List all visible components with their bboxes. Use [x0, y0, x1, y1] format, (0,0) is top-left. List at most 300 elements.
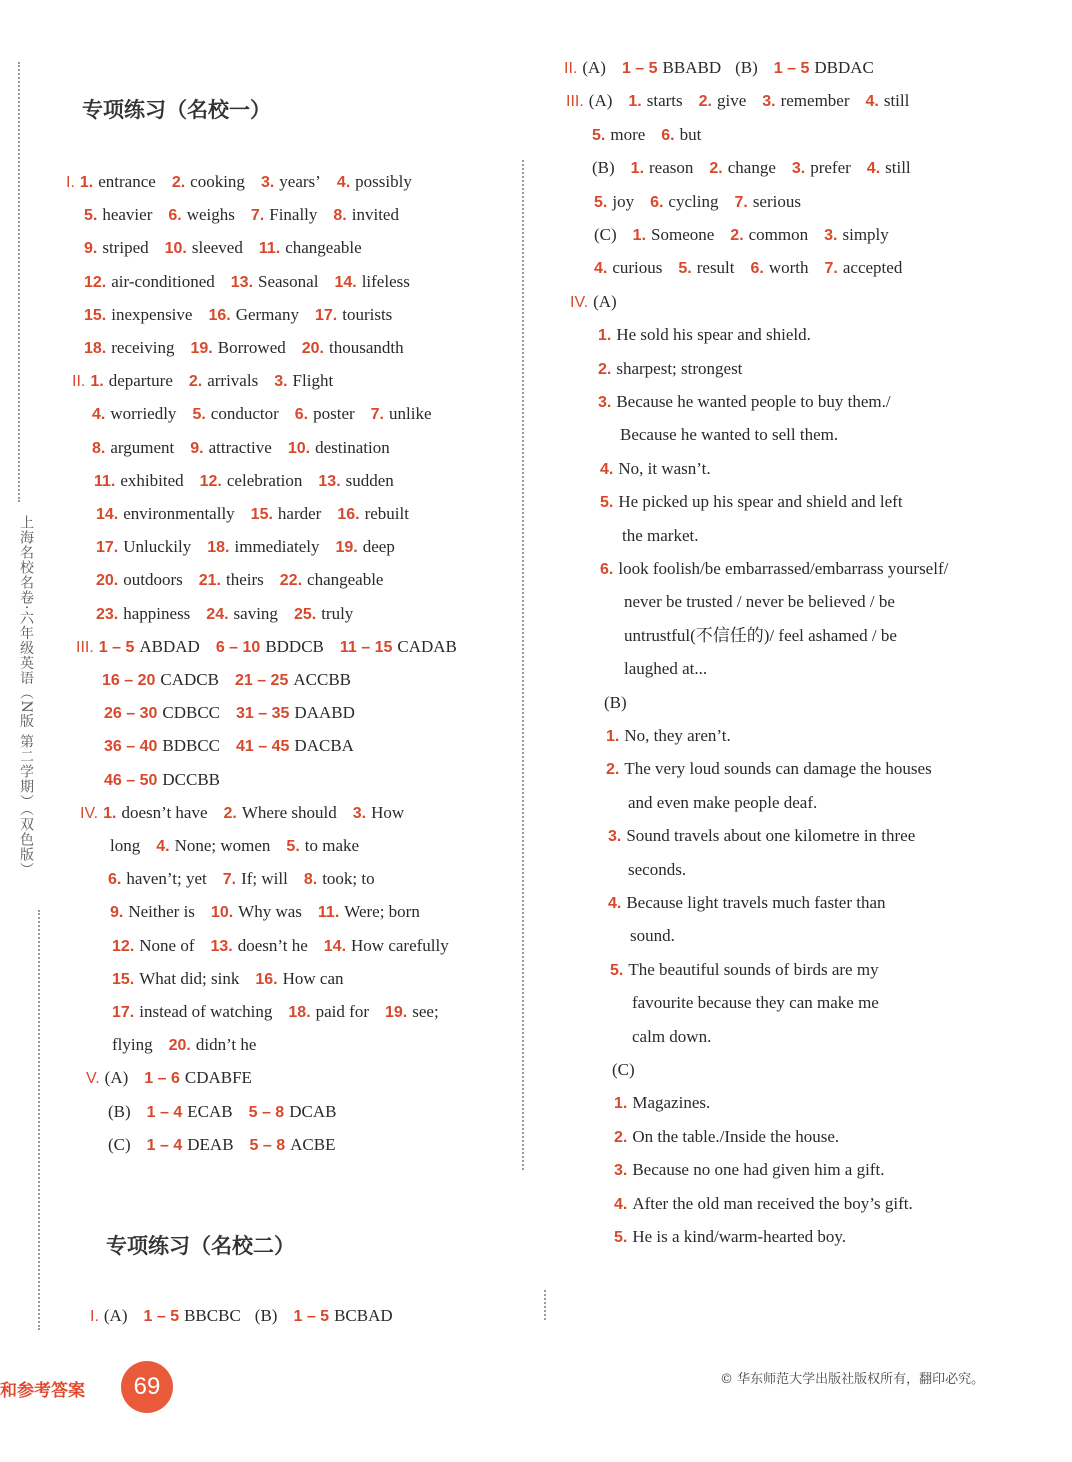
- answer-text: After the old man received the boy’s gift.: [632, 1193, 913, 1213]
- right-answer-line: [598, 392, 891, 413]
- left-margin-dots-lower: [38, 910, 40, 1330]
- answer-text: haven’t; yet: [126, 869, 207, 889]
- item-number: 11.: [317, 904, 340, 922]
- answer-text: truly: [321, 603, 354, 623]
- item-number: 6.: [108, 871, 122, 889]
- answer-text: outdoors: [123, 570, 183, 590]
- answer-text: Where should: [241, 802, 337, 822]
- right-answer-line: [600, 559, 948, 580]
- answer-text: CDABFE: [184, 1068, 252, 1088]
- item-number: 15.: [250, 506, 273, 523]
- answer-text: Because no one had given him a gift.: [632, 1160, 885, 1180]
- answer-text: prefer: [810, 158, 851, 178]
- item-number: 1 – 4: [146, 1136, 183, 1154]
- left-answer-line: [96, 570, 383, 591]
- section-numeral: V.: [86, 1070, 100, 1088]
- item-number: 46 – 50: [104, 771, 158, 789]
- item-number: 4.: [594, 260, 608, 278]
- right-answer-line: [600, 459, 711, 480]
- answer-text: If; will: [241, 869, 288, 889]
- answer-text: never be trusted / never be believed / be: [624, 592, 895, 612]
- right-answer-line: [598, 325, 811, 346]
- answer-text: flying: [112, 1035, 153, 1055]
- item-number: 18.: [84, 340, 107, 357]
- answer-text: (A): [582, 58, 606, 77]
- answer-text: joy: [612, 191, 635, 211]
- answer-text: changeable: [307, 570, 384, 590]
- left-answer-line: [76, 637, 457, 658]
- right-answer-line: [570, 292, 617, 313]
- right-answer-line: [624, 659, 707, 679]
- section-title-school-1: 专项练习（名校一）: [82, 98, 271, 122]
- answer-text: (C): [108, 1134, 131, 1154]
- item-number: 41 – 45: [236, 738, 290, 756]
- item-number: 18.: [207, 539, 230, 557]
- answer-text: invited: [351, 205, 399, 225]
- left-answer-line: [112, 1035, 256, 1056]
- item-number: 15.: [112, 970, 135, 988]
- item-number: 8.: [92, 439, 106, 457]
- item-number: 31 – 35: [236, 705, 290, 723]
- left-answer-line: [84, 205, 399, 226]
- right-answer-line: [592, 125, 701, 146]
- item-number: 24.: [206, 605, 229, 623]
- item-number: 20.: [301, 340, 324, 357]
- item-number: 14.: [334, 273, 357, 291]
- left-answer-line: [72, 371, 333, 392]
- right-answer-line: [608, 893, 886, 914]
- item-number: 3.: [598, 394, 612, 411]
- answer-text: (B): [735, 58, 758, 77]
- answer-text: didn’t he: [195, 1035, 257, 1055]
- answer-text: immediately: [234, 537, 320, 557]
- item-number: 9.: [190, 439, 204, 457]
- item-number: 5.: [84, 207, 98, 225]
- item-number: 13.: [210, 937, 233, 955]
- item-number: 12.: [84, 273, 107, 291]
- right-answer-line: [614, 1093, 710, 1114]
- answer-text: destination: [315, 437, 390, 457]
- answer-text: paid for: [315, 1002, 369, 1021]
- answer-text: inexpensive: [111, 304, 193, 324]
- answer-text: result: [696, 258, 735, 278]
- left-answer-line: [104, 736, 354, 757]
- item-number: 6.: [661, 126, 675, 144]
- right-answer-line: [592, 158, 911, 179]
- item-number: 7.: [222, 871, 237, 889]
- right-answer-line: [632, 1027, 711, 1047]
- answer-text: heavier: [102, 205, 153, 225]
- answer-text: years’: [279, 172, 321, 191]
- right-answer-line: [566, 91, 909, 112]
- left-answer-line: [84, 272, 410, 293]
- answer-text: ACBE: [290, 1134, 336, 1154]
- item-number: 1.: [90, 373, 104, 391]
- answer-text: No, they aren’t.: [624, 726, 731, 745]
- left-answer-line: [112, 936, 449, 957]
- right-answer-line: [614, 1160, 884, 1181]
- item-number: 2.: [730, 227, 744, 244]
- answer-text: sudden: [345, 470, 394, 490]
- item-number: 1.: [606, 728, 620, 745]
- answer-text: lifeless: [361, 271, 410, 291]
- answer-text: still: [883, 91, 910, 111]
- right-answer-line: [594, 192, 801, 213]
- left-answer-line: [84, 238, 362, 259]
- item-number: 7.: [250, 207, 265, 225]
- right-answer-line: [604, 693, 627, 713]
- item-number: 21.: [198, 572, 221, 590]
- item-number: 7.: [734, 193, 748, 211]
- left-answer-line: [104, 703, 355, 724]
- answer-text: harder: [277, 504, 322, 523]
- item-number: 10.: [210, 904, 234, 922]
- item-number: 4.: [92, 406, 106, 424]
- item-number: 21 – 25: [234, 672, 289, 689]
- item-number: 4.: [866, 160, 881, 178]
- answer-text: long: [110, 836, 141, 855]
- item-number: 4.: [156, 838, 170, 855]
- answer-text: receiving: [111, 338, 175, 357]
- answer-text: celebration: [226, 470, 303, 490]
- left-answer-line: [96, 604, 353, 625]
- answer-text: cycling: [668, 191, 719, 211]
- answer-text: doesn’t have: [121, 802, 208, 822]
- item-number: 5.: [678, 260, 692, 278]
- answer-text: DEAB: [187, 1134, 234, 1154]
- answer-text: (C): [612, 1060, 635, 1079]
- answer-text: ABDAD: [139, 636, 200, 656]
- answer-text: DAABD: [294, 703, 355, 723]
- side-series-title: 上海名校名卷·六年级英语（N版 第二学期）（双色版）: [18, 515, 34, 878]
- answer-text: worriedly: [110, 404, 177, 424]
- item-number: 23.: [96, 605, 119, 623]
- item-number: 2.: [188, 373, 203, 391]
- item-number: 1.: [614, 1095, 628, 1113]
- item-number: 1.: [632, 227, 647, 244]
- answer-text: possibly: [355, 172, 412, 191]
- answer-text: ECAB: [187, 1101, 233, 1121]
- item-number: 3.: [352, 804, 367, 822]
- item-number: 11 – 15: [339, 638, 393, 656]
- item-number: 16.: [208, 306, 231, 324]
- right-answer-line: [594, 225, 889, 246]
- answer-text: poster: [313, 404, 355, 424]
- answer-text: tourists: [342, 304, 393, 324]
- item-number: 16.: [337, 506, 360, 523]
- answer-text: favourite because they can make me: [632, 993, 879, 1013]
- answer-text: (A): [103, 1306, 128, 1325]
- answer-text: calm down.: [632, 1026, 712, 1046]
- item-number: 1 – 5: [621, 60, 658, 77]
- answer-text: (B): [254, 1306, 278, 1325]
- answer-text: happiness: [123, 603, 191, 623]
- answer-text: exhibited: [120, 470, 184, 490]
- answer-text: starts: [646, 91, 683, 111]
- answer-text: serious: [752, 191, 801, 211]
- left-answer-line: [110, 836, 359, 857]
- item-number: 1 – 4: [146, 1103, 183, 1121]
- left-answer-line: [92, 438, 390, 459]
- answer-text: change: [727, 158, 776, 178]
- left-answer-line: [108, 869, 375, 890]
- item-number: 19.: [335, 539, 358, 557]
- right-answer-line: [608, 826, 915, 847]
- answer-text: CDBCC: [162, 703, 221, 723]
- item-number: 26 – 30: [104, 705, 158, 723]
- answer-text: How carefully: [351, 935, 449, 955]
- answer-text: weighs: [186, 205, 235, 225]
- item-number: 5.: [592, 126, 606, 144]
- answer-text: On the table./Inside the house.: [632, 1126, 840, 1146]
- item-number: 5.: [614, 1229, 628, 1246]
- answer-text: Neither is: [128, 902, 195, 922]
- answer-text: Someone: [651, 225, 715, 244]
- answer-text: sound.: [630, 926, 675, 946]
- item-number: 1 – 5: [143, 1308, 180, 1325]
- left-answer-line: [110, 902, 420, 923]
- item-number: 5.: [192, 406, 206, 424]
- left-answer-line: [84, 338, 404, 359]
- right-answer-line: [630, 926, 675, 946]
- item-number: 2.: [598, 360, 612, 378]
- right-answer-line: [628, 860, 686, 880]
- item-number: 6.: [750, 260, 764, 278]
- item-number: 3.: [762, 93, 776, 111]
- answer-text: to make: [304, 836, 360, 855]
- answer-text: BDDCB: [265, 636, 324, 656]
- item-number: 2.: [171, 174, 186, 191]
- left-answer-line: [66, 172, 412, 193]
- answer-text: (A): [104, 1068, 129, 1088]
- answer-text: took; to: [322, 869, 375, 889]
- answer-text: common: [748, 225, 809, 244]
- right-answer-line: [612, 1060, 635, 1080]
- left-answer-line: [104, 770, 220, 791]
- item-number: 20.: [96, 572, 119, 590]
- left-bottom-answer-line: [90, 1306, 393, 1327]
- answer-text: None of: [139, 935, 195, 955]
- answer-text: deep: [362, 537, 395, 557]
- answer-text: DCCBB: [162, 769, 221, 789]
- item-number: 1.: [79, 174, 94, 191]
- item-number: 14.: [323, 937, 347, 955]
- answer-text: remember: [780, 91, 850, 111]
- answer-text: Finally: [269, 205, 318, 225]
- left-answer-line: [108, 1135, 335, 1156]
- answer-text: What did; sink: [139, 968, 240, 988]
- right-answer-line: [606, 759, 932, 780]
- section-title-school-2: 专项练习（名校二）: [106, 1234, 295, 1258]
- answer-text: arrivals: [207, 371, 259, 391]
- item-number: 36 – 40: [104, 738, 158, 756]
- item-number: 9.: [84, 240, 98, 258]
- right-answer-line: [614, 1227, 846, 1248]
- answer-text: seconds.: [628, 859, 687, 879]
- answer-text: entrance: [98, 172, 156, 191]
- right-answer-line: [628, 793, 817, 813]
- item-number: 22.: [279, 572, 303, 590]
- right-answer-line: [606, 726, 731, 747]
- answer-text: changeable: [285, 238, 362, 258]
- answer-text: Sound travels about one kilometre in three: [626, 826, 916, 846]
- answer-text: Unluckily: [123, 537, 192, 557]
- right-answer-line: [620, 425, 838, 445]
- answer-text: sleeved: [191, 238, 243, 258]
- item-number: 18.: [288, 1004, 311, 1021]
- answer-text: He picked up his spear and shield and left: [618, 492, 903, 512]
- answer-text: laughed at...: [624, 659, 708, 679]
- answer-text: untrustful(不信任的)/ feel ashamed / be: [624, 625, 897, 645]
- answer-text: attractive: [208, 437, 272, 457]
- column-divider-bottom: [544, 1290, 546, 1320]
- item-number: 2.: [223, 804, 237, 822]
- answer-text: argument: [110, 437, 175, 457]
- answer-text: None; women: [174, 836, 271, 855]
- item-number: 8.: [303, 871, 318, 889]
- item-number: 15.: [84, 306, 107, 324]
- answer-text: CADAB: [397, 636, 457, 656]
- item-number: 2.: [709, 160, 723, 178]
- item-number: 1 – 6: [144, 1070, 180, 1088]
- right-answer-line: [598, 359, 742, 380]
- left-answer-line: [112, 969, 344, 990]
- answer-text: unlike: [389, 404, 432, 424]
- answer-text: Seasonal: [258, 271, 319, 291]
- item-number: 8.: [333, 207, 347, 225]
- right-answer-line: [622, 526, 698, 546]
- item-number: 14.: [96, 506, 119, 523]
- item-number: 25.: [293, 605, 317, 623]
- section-numeral: III.: [566, 93, 584, 111]
- section-numeral: IV.: [80, 804, 99, 822]
- answer-text: He is a kind/warm-hearted boy.: [632, 1227, 847, 1246]
- item-number: 2.: [606, 761, 620, 779]
- answer-text: see;: [412, 1002, 439, 1021]
- section-numeral: II.: [564, 60, 578, 77]
- answer-text: Because light travels much faster than: [626, 893, 886, 912]
- item-number: 2.: [698, 93, 712, 111]
- item-number: 20.: [168, 1037, 191, 1055]
- item-number: 17.: [112, 1004, 135, 1021]
- item-number: 16.: [255, 970, 278, 988]
- copyright-notice: © 华东师范大学出版社版权所有，翻印必究。: [720, 1372, 985, 1387]
- answer-text: more: [610, 124, 646, 144]
- answer-text: Because he wanted to sell them.: [620, 425, 839, 445]
- item-number: 19.: [190, 340, 213, 357]
- item-number: 3.: [614, 1162, 628, 1180]
- right-answer-line: [610, 960, 879, 981]
- answer-text: (C): [594, 225, 617, 244]
- item-number: 6.: [294, 406, 309, 424]
- item-number: 1 – 5: [293, 1308, 330, 1325]
- item-number: 10.: [287, 439, 311, 457]
- item-number: 5 – 8: [248, 1103, 285, 1121]
- item-number: 7.: [824, 260, 838, 278]
- item-number: 13.: [318, 472, 341, 490]
- section-numeral: II.: [72, 373, 86, 391]
- answer-text: DCAB: [289, 1101, 337, 1121]
- item-number: 6 – 10: [215, 638, 261, 656]
- item-number: 1.: [628, 93, 642, 111]
- left-answer-line: [96, 537, 395, 558]
- answer-text: thousandth: [328, 338, 404, 357]
- item-number: 1 – 5: [98, 638, 135, 656]
- answer-text: the market.: [622, 525, 699, 545]
- item-number: 5.: [286, 838, 300, 855]
- answer-text: look foolish/be embarrassed/embarrass yourself/: [618, 559, 949, 578]
- answer-text: BBABD: [662, 58, 722, 77]
- answer-text: theirs: [226, 570, 264, 590]
- item-number: 11.: [94, 472, 116, 490]
- left-answer-line: [102, 670, 351, 691]
- item-number: 4.: [336, 174, 351, 191]
- answer-text: accepted: [842, 258, 903, 278]
- answer-text: No, it wasn’t.: [618, 458, 711, 478]
- item-number: 5 – 8: [249, 1136, 286, 1154]
- item-number: 10.: [164, 240, 187, 258]
- item-number: 1.: [103, 804, 117, 822]
- answer-text: rebuilt: [364, 504, 409, 523]
- answer-text: conductor: [210, 404, 279, 424]
- item-number: 3.: [824, 227, 838, 244]
- answer-text: instead of watching: [139, 1002, 273, 1021]
- item-number: 4.: [614, 1195, 628, 1213]
- item-number: 19.: [384, 1004, 408, 1021]
- answer-text: (B): [604, 692, 627, 712]
- left-answer-line: [84, 305, 392, 326]
- item-number: 4.: [600, 460, 614, 478]
- item-number: 3.: [608, 828, 622, 846]
- answer-text: Magazines.: [632, 1093, 711, 1113]
- item-number: 12.: [199, 472, 222, 490]
- item-number: 5.: [610, 961, 624, 979]
- answer-text: ACCBB: [293, 670, 351, 689]
- answer-text: Why was: [238, 902, 302, 922]
- item-number: 2.: [614, 1128, 628, 1146]
- answer-text: BDBCC: [162, 736, 221, 756]
- answer-text: environmentally: [123, 504, 235, 523]
- section-numeral: I.: [90, 1308, 99, 1325]
- item-number: 1 – 5: [773, 60, 810, 77]
- item-number: 5.: [594, 193, 608, 211]
- item-number: 6.: [168, 207, 182, 225]
- answer-text: simply: [842, 225, 889, 244]
- answer-text: Germany: [235, 304, 299, 324]
- left-answer-line: [112, 1002, 439, 1023]
- answer-text: (B): [108, 1101, 131, 1121]
- answer-text: sharpest; strongest: [616, 358, 743, 378]
- answer-text: worth: [768, 258, 809, 278]
- item-number: 3.: [791, 160, 806, 178]
- item-number: 9.: [110, 904, 124, 922]
- answer-text: give: [716, 91, 747, 111]
- left-answer-line: [80, 803, 404, 824]
- right-answer-line: [624, 592, 895, 612]
- answer-text: (A): [593, 291, 617, 311]
- section-numeral: III.: [76, 638, 94, 656]
- section-numeral: I.: [66, 174, 75, 191]
- answer-text: curious: [612, 258, 663, 278]
- answer-text: How: [371, 802, 405, 822]
- item-number: 3.: [274, 373, 288, 391]
- left-answer-line: [94, 471, 394, 492]
- item-number: 6.: [600, 561, 614, 578]
- right-answer-line: [594, 258, 902, 279]
- item-number: 11.: [258, 240, 281, 258]
- answer-text: saving: [233, 603, 278, 623]
- item-number: 12.: [112, 937, 135, 955]
